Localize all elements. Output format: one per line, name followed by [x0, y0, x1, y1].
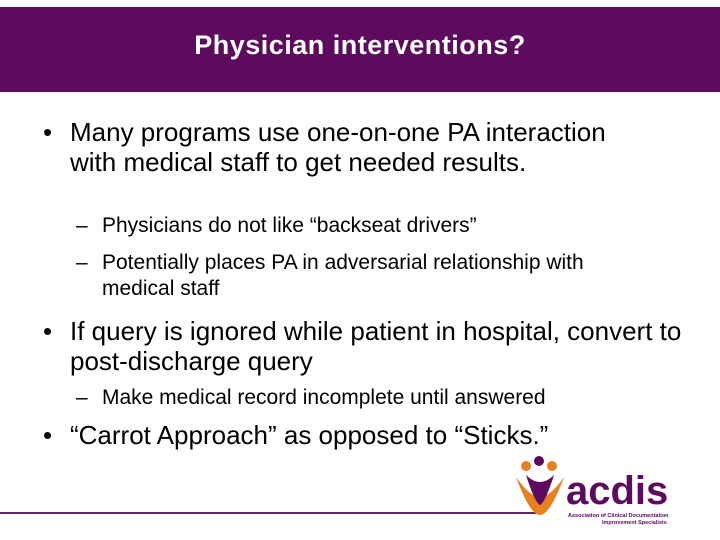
sub-bullet-text: Make medical record incomplete until answered [102, 386, 546, 409]
dash-mark: – [76, 214, 88, 237]
bullet-mark: • [43, 420, 53, 450]
bullet-text: If query is ignored while patient in hospital, convert to post-discharge query [70, 316, 682, 376]
sub-bullet-item [76, 213, 676, 239]
logo-figure-head [547, 461, 557, 471]
acdis-logo [510, 455, 710, 535]
title-bar [0, 7, 720, 92]
bullet-item [43, 316, 693, 376]
sub-bullet-text: Physicians do not like “backseat drivers” [102, 214, 477, 237]
logo-tagline: Association of Clinical Documentation [568, 513, 669, 519]
bullet-text: “Carrot Approach” as opposed to “Sticks.” [70, 420, 549, 450]
sub-bullet-item [76, 250, 676, 302]
logo-tagline: Improvement Specialists [602, 520, 667, 526]
slide-title: Physician interventions? [194, 30, 526, 60]
bullet-mark: • [43, 117, 53, 147]
bullet-item [43, 117, 683, 177]
logo-figure-head [521, 461, 531, 471]
footer-rule [0, 512, 540, 514]
bullet-text: Many programs use one-on-one PA interaction with medical staff to get needed results. [70, 117, 606, 177]
dash-mark: – [76, 386, 88, 409]
logo-figure-head [534, 456, 544, 466]
sub-bullet-item [76, 385, 696, 411]
bullet-mark: • [43, 316, 53, 346]
logo-wordmark: acdis [566, 469, 669, 513]
bullet-item [43, 420, 683, 450]
dash-mark: – [76, 251, 88, 274]
sub-bullet-text: Potentially places PA in adversarial relationship with medical staff [102, 251, 584, 300]
